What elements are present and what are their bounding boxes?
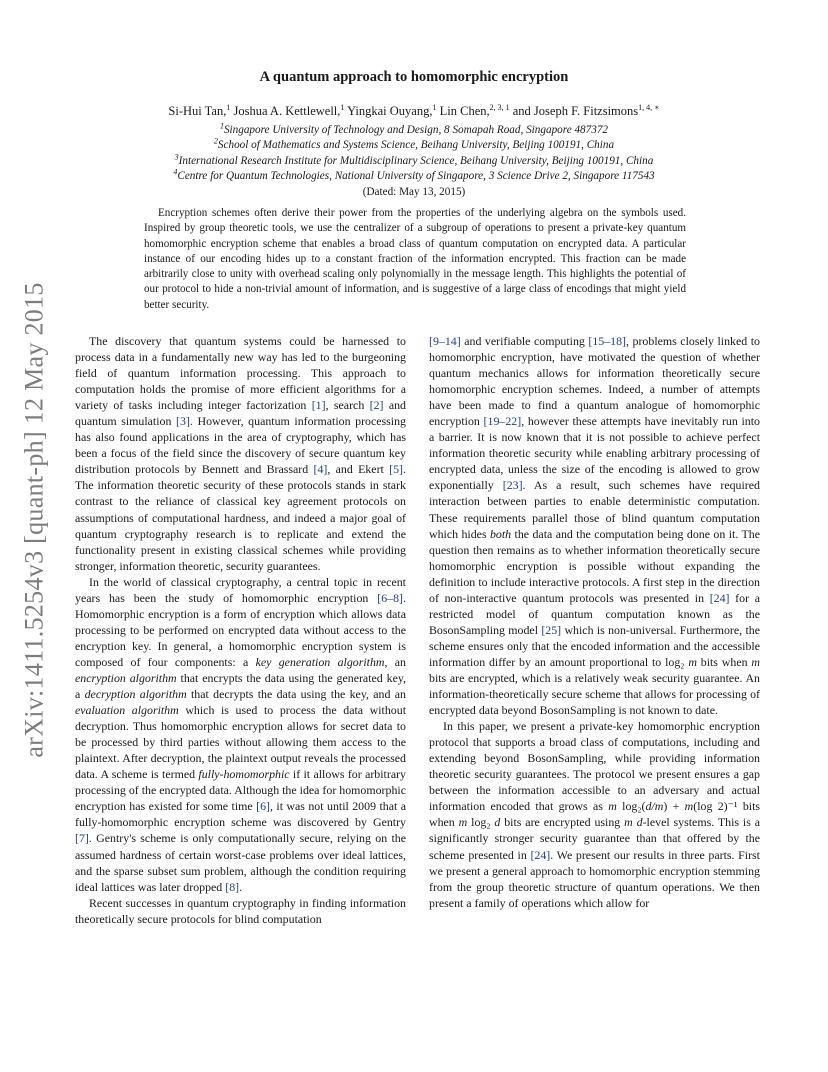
paragraph-text: The discovery that quantum systems could be harnessed to process data in a fundamentally new way has led to the burgeoning field of quantum information processing. This approach to computation holds the promise of more efficient algorithms for a variety of tasks including integer factorization	[75, 334, 406, 413]
author-affiliation-marker: 2, 3, 1	[489, 102, 510, 112]
paragraph-text: In the world of classical cryptography, a central topic in recent years has been the study of homomorphic encryption	[75, 574, 406, 605]
author-name: Yingkai Ouyang,	[347, 104, 433, 118]
emphasized-text: m	[751, 654, 760, 669]
paragraph-text: .	[239, 879, 243, 894]
paper-title: A quantum approach to homomorphic encryption	[259, 69, 569, 85]
arxiv-identifier: arXiv:1411.5254v3 [quant-ph] 12 May 2015	[20, 282, 50, 758]
paragraph-text: . Gentry's scheme is only computationally secure, relying on the assumed hardness of certain worst-case problems over ideal lattices, and the sparse subset sum problem, although the condition requiring ideal lattices was later dropped	[75, 831, 406, 894]
paragraph-text: that decrypts the data using the key, and an	[186, 687, 406, 702]
paragraph-text: In this paper, we present a private-key homomorphic encryption protocol that supports a broad class of computations, including and extending beyond BosonSampling, while providing information theoretic security guarantees. The protocol we present ensures a gap between the information accessible to an adversary and actual information encoded that grows as	[429, 719, 760, 814]
emphasized-text: key generation algorithm	[255, 654, 385, 669]
citation-link[interactable]: [25]	[541, 622, 562, 637]
paragraph-text: , it was not until 2009 that a fully-homomorphic encryption scheme was discovered by Gentry	[75, 799, 406, 830]
arxiv-sidebar-stamp	[10, 270, 60, 770]
paragraph-text: Recent successes in quantum cryptography in finding information theoretically secure protocols for blind computation	[75, 895, 406, 926]
emphasized-text: d/m	[645, 799, 664, 814]
affiliation-line	[0, 154, 828, 169]
author-name: Lin Chen,	[439, 104, 490, 118]
emphasized-text: m	[684, 799, 694, 814]
affiliation-line	[0, 138, 828, 153]
citation-link[interactable]: [5]	[389, 462, 404, 477]
author-name: Joshua A. Kettlewell,	[233, 104, 341, 118]
paragraph-text: the data and the computation being done on it. The question then remains as to whether information theoretically secure homomorphic encryption is possible without expanding the definition to include interactive protocols. A first step in the direction of non-interactive quantum protocols was presented in	[429, 526, 760, 605]
affiliation-text: International Research Institute for Multidisciplinary Science, Beihang University, Beijing 100191, China	[178, 154, 654, 167]
citation-link[interactable]: [9–14]	[429, 334, 461, 348]
citation-link[interactable]: [15–18]	[588, 334, 627, 348]
paragraph-text: and quantum simulation	[75, 398, 406, 429]
emphasized-text: d	[494, 815, 501, 830]
body-paragraph	[429, 333, 760, 718]
author-affiliation-marker: 1	[340, 102, 345, 112]
body-column-right	[429, 333, 760, 911]
emphasized-text: decryption algorithm	[84, 687, 187, 702]
emphasized-text: both	[489, 526, 512, 541]
emphasized-text: encryption algorithm	[75, 670, 177, 685]
paragraph-text: , search	[325, 398, 370, 413]
paragraph-text: for a restricted model of quantum computation known as the BosonSampling model	[429, 590, 760, 637]
paragraph-text: , an	[384, 654, 407, 669]
author-name: Si-Hui Tan,	[168, 104, 227, 118]
paragraph-text: that encrypts the data using the generated key, a	[75, 670, 406, 702]
citation-link[interactable]: [3]	[176, 414, 190, 429]
paragraph-text: log₂	[467, 815, 495, 830]
citation-link[interactable]: [23]	[502, 478, 523, 493]
body-paragraph	[75, 333, 406, 574]
paragraph-text: ) +	[663, 799, 685, 814]
paragraph-text: if it allows for arbitrary processing of the encrypted data. Although the idea for homomorphic encryption has existed for some time	[75, 767, 406, 814]
paragraph-text: . Homomorphic encryption is a form of encryption which allows data processing to be performed on encrypted data without access to the encryption key. In general, a homomorphic encryption system is composed of four components: a	[75, 590, 406, 669]
citation-link[interactable]: [24]	[709, 590, 730, 605]
body-paragraph	[429, 718, 760, 911]
paragraph-text: and verifiable computing	[460, 334, 589, 348]
citation-link[interactable]: [4]	[313, 462, 328, 477]
emphasized-text: fully-homomorphic	[198, 767, 290, 782]
affiliation-text: Centre for Quantum Technologies, National University of Singapore, 3 Science Drive 2, Singapore 117543	[177, 170, 655, 183]
body-paragraph	[75, 895, 406, 927]
author-affiliation-marker: 1	[432, 102, 437, 112]
citation-link[interactable]: [24]	[530, 847, 551, 862]
citation-link[interactable]: [6]	[256, 799, 270, 814]
author-list	[0, 104, 828, 119]
paragraph-text: log₂(	[616, 799, 646, 814]
affiliation-block	[0, 123, 828, 200]
citation-link[interactable]: [19–22]	[483, 414, 522, 429]
affiliation-line	[0, 123, 828, 138]
dated-line: (Dated: May 13, 2015)	[362, 185, 466, 198]
paragraph-text: , and Ekert	[327, 462, 390, 477]
citation-link[interactable]: [6–8]	[377, 590, 404, 605]
paragraph-text: . The information theoretic security of these protocols stands in stark contrast to the reliance of classical key agreement protocols on assumptions of computational hardness, and indeed a major goal of quantum cryptography research is to replicate and extend the functionality present in existing classical schemes while providing stronger, information theoretic, security guarantees.	[75, 462, 407, 573]
affiliation-text: Singapore University of Technology and Design, 8 Somapah Road, Singapore 487372	[223, 124, 609, 136]
paragraph-text: bits are encrypted using	[500, 815, 625, 830]
author-affiliation-marker: 1	[226, 102, 231, 112]
paragraph-text: -level systems. This is a significantly stronger security guarantee than that offered by the scheme presented in	[429, 815, 760, 862]
body-paragraph	[75, 574, 406, 895]
paragraph-text: . We present our results in three parts. First we present a general approach to homomorphic encryption stemming from the group theoretic structure of quantum operations. We then present a family of operations which allow for	[429, 847, 760, 910]
affiliation-list	[0, 123, 828, 185]
paragraph-text: . As a result, such schemes have required interaction between parties to enable deterministic computation. These requirements parallel those of blind quantum computation which hides	[429, 478, 760, 541]
paragraph-text: , however these attempts have inevitably run into a barrier. It is now known that it is not possible to achieve perfect information theoretic security while enabling arbitrary processing of encrypted data, unless the size of the encoding is allowed to grow exponentially	[429, 414, 760, 493]
author-name: and Joseph F. Fitzsimons	[512, 104, 639, 118]
affiliation-marker: 4	[173, 167, 178, 177]
emphasized-text: m	[608, 799, 617, 814]
affiliation-marker: 1	[219, 121, 224, 131]
paragraph-text: which is used to process the data without decryption. Thus homomorphic encryption allows for secret data to be processed by third parties without allowing them access to the plaintext. After decryption, the plaintext output reveals the processed data. A scheme is termed	[75, 703, 406, 782]
affiliation-text: School of Mathematics and Systems Science, Beihang University, Beijing 100191, China	[217, 139, 615, 152]
abstract: Encryption schemes often derive their power from the properties of the underlying algebra on the symbols used. Inspired by group theoretic tools, we use the centralizer of a subgroup of operations to present a private-key quantum homomorphic encryption scheme that enables a broad class of quantum computation on encrypted data. A particular instance of our encoding hides up to a constant fraction of the information encrypted. This fraction can be made arbitrarily close to unity with overhead scaling only polynomially in the message length. This highlights the potential of our protocol to hide a non-trivial amount of information, and is suggestive of a large class of encodings that might yield better security.	[144, 207, 686, 311]
paragraph-text: . However, quantum information processing has also found applications in the area of cryptography, which has been a focus of the field since the discovery of secure quantum key distribution protocols by Bennett and Brassard	[75, 414, 407, 477]
paragraph-text: bits are encrypted, which is a relatively weak security guarantee. An information-theoretically secure scheme that allows for processing of encrypted data beyond BosonSampling is not known to date.	[429, 670, 760, 718]
paragraph-text: which is non-universal. Furthermore, the scheme ensures only that the encoded information and the accessible information differ by an amount proportional to log₂	[429, 622, 760, 669]
author-affiliation-marker: 1, 4, ∗	[638, 102, 660, 112]
paragraph-text: (log 2)⁻¹ bits when	[429, 799, 760, 830]
emphasized-text: evaluation algorithm	[75, 703, 179, 718]
citation-link[interactable]: [1]	[311, 398, 326, 413]
affiliation-marker: 2	[213, 136, 218, 146]
affiliation-line	[0, 169, 828, 184]
paragraph-text: bits when	[696, 654, 752, 669]
paragraph-text: , problems closely linked to homomorphic encryption, have motivated the question of whether quantum mechanics allows for information theoretically secure homomorphic encryption schemes. Indeed, a number of attempts have been made to find a quantum analogue of homomorphic encryption	[429, 334, 760, 429]
citation-link[interactable]: [8]	[225, 879, 240, 894]
affiliation-marker: 3	[174, 152, 179, 162]
citation-link[interactable]: [2]	[369, 398, 384, 413]
emphasized-text: m	[688, 654, 697, 669]
body-column-left	[75, 333, 406, 927]
citation-link[interactable]: [7]	[75, 831, 89, 846]
emphasized-text: m	[458, 815, 468, 830]
emphasized-text: m d	[624, 815, 643, 830]
